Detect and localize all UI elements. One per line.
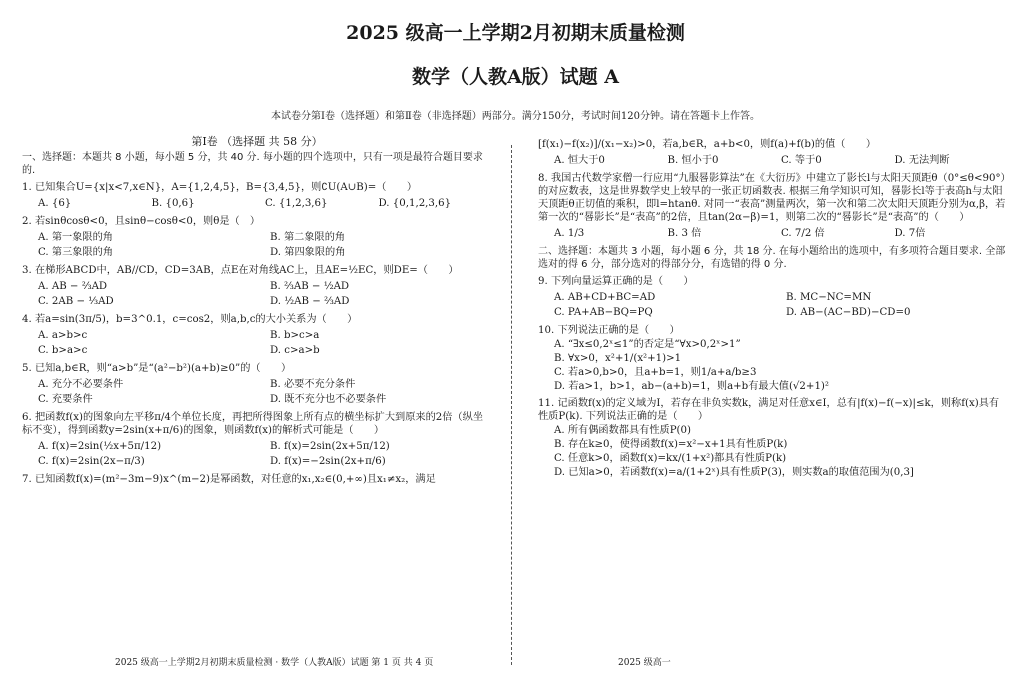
question-3 — [22, 264, 492, 309]
q3-option-d: D. ½AB − ⅔AD — [270, 296, 350, 307]
q8-option-c: C. 7/2 倍 — [781, 228, 825, 239]
q2-option-d: D. 第四象限的角 — [270, 247, 346, 258]
question-6-stem: 6. 把函数f(x)的图象向左平移π/4个单位长度，再把所得图象上所有点的横坐标扩大到原来的2倍（纵坐标不变），得到函数y=2sin(x+π/6)的图象，则函数f(x)的解析式可能是（ ） — [22, 412, 484, 436]
section-one-heading: 一、选择题：本题共 8 小题，每小题 5 分，共 40 分. 每小题的四个选项中，只有一项是最符合题目要求的. — [22, 152, 483, 176]
question-4 — [22, 313, 492, 358]
q7-option-d: D. 无法判断 — [894, 155, 950, 166]
q7-option-c: C. 等于0 — [781, 155, 822, 166]
q5-option-a: A. 充分不必要条件 — [38, 379, 124, 390]
question-7-stem: 7. 已知函数f(x)=(m²−3m−9)x^(m−2)是幂函数，对任意的x₁,x₂∈(0,+∞)且x₁≠x₂，满足 — [22, 474, 436, 485]
question-9-stem: 9. 下列向量运算正确的是（ ） — [538, 276, 694, 287]
exam-title: 2025 级高一上学期2月初期末质量检测 — [346, 22, 685, 44]
q11-option-a: A. 所有偶函数都具有性质P(0) — [554, 425, 691, 436]
question-7-continued-stem: [f(x₁)−f(x₂)]/(x₁−x₂)>0，若a,b∈R，a+b<0，则f(a)+f(b)的值（ ） — [538, 139, 877, 150]
q2-option-a: A. 第一象限的角 — [38, 232, 113, 243]
question-8-stem: 8. 我国古代数学家僧一行应用“九服晷影算法”在《大衍历》中建立了影长l与太阳天顶距θ（0°≤θ<90°）的对应数表，这是世界数学史上较早的一张正切函数表. 根据三角学知识可知，晷影长l等于表高h与太阳天顶距θ正切值的乘积，即l=htanθ. 对同一“表高”测量两次，第一次和第二次太阳天顶距分别为α,β，若第一次的“晷影长”是“表高”的2倍，且tan(2α−β)=1，则第二次的“晷影长”是“表高”的（ ） — [538, 173, 1006, 223]
exam-subtitle: 数学（人教A版）试题 A — [411, 66, 620, 88]
q10-option-a: A. “∃x≤0,2ˣ≤1”的否定是“∀x>0,2ˣ>1” — [554, 339, 741, 350]
question-6 — [22, 411, 492, 469]
q6-option-a: A. f(x)=2sin(½x+5π/12) — [38, 441, 162, 452]
q8-option-d: D. 7倍 — [894, 228, 926, 239]
q6-option-c: C. f(x)=2sin(2x−π/3) — [38, 456, 145, 467]
q4-option-d: D. c>a>b — [270, 345, 320, 356]
q8-option-a: A. 1/3 — [554, 228, 585, 239]
q10-option-c: C. 若a>0,b>0，且a+b=1，则1/a+a/b≥3 — [554, 367, 757, 378]
question-11-stem: 11. 记函数f(x)的定义域为I，若存在非负实数k，满足对任意x∈I，总有|f(x)−f(−x)|≤k，则称f(x)具有性质P(k). 下列说法正确的是（ ） — [538, 398, 1000, 422]
q3-option-b: B. ⅔AB − ½AD — [270, 281, 350, 292]
q5-option-b: B. 必要不充分条件 — [270, 379, 356, 390]
question-2 — [22, 215, 492, 260]
footer-left: 2025 级高一上学期2月初期末质量检测 · 数学（人教A版）试题 第 1 页 共 4 页 — [115, 658, 434, 668]
exam-notice: 本试卷分第Ⅰ卷（选择题）和第Ⅱ卷（非选择题）两部分。满分150分，考试时间120分钟。请在答题卡上作答。 — [271, 111, 760, 122]
q10-option-d: D. 若a>1，b>1，ab−(a+b)=1，则a+b有最大值(√2+1)² — [554, 381, 829, 392]
section-two-heading: 二、选择题：本题共 3 小题，每小题 6 分，共 18 分. 在每小题给出的选项中，有多项符合题目要求. 全部选对的得 6 分，部分选对的得部分分，有选错的得 0 分. — [538, 246, 1006, 270]
question-7 — [22, 473, 492, 486]
q11-option-b: B. 存在k≥0，使得函数f(x)=x²−x+1具有性质P(k) — [554, 439, 788, 450]
question-2-stem: 2. 若sinθcosθ<0，且sinθ−cosθ<0，则θ是（ ） — [22, 216, 261, 227]
q11-option-c: C. 任意k>0，函数f(x)=kx/(1+x²)都具有性质P(k) — [554, 453, 787, 464]
question-7-continued — [538, 138, 1008, 168]
q3-option-a: A. AB − ⅔AD — [38, 281, 108, 292]
q1-option-c: C. {1,2,3,6} — [265, 198, 328, 209]
q2-option-b: B. 第二象限的角 — [270, 232, 346, 243]
question-1-stem: 1. 已知集合U={x|x<7,x∈N}，A={1,2,4,5}，B={3,4,5}，则∁U(A∪B)=（ ） — [22, 182, 418, 193]
q1-option-b: B. {0,6} — [151, 198, 195, 209]
right-column — [538, 138, 1008, 480]
q9-option-d: D. AB−(AC−BD)−CD=0 — [786, 307, 911, 318]
footer-right: 2025 级高一 — [618, 658, 671, 668]
q4-option-c: C. b>a>c — [38, 345, 88, 356]
q6-option-b: B. f(x)=2sin(2x+5π/12) — [270, 441, 390, 452]
q6-option-d: D. f(x)=−2sin(2x+π/6) — [270, 456, 386, 467]
column-divider — [511, 145, 512, 665]
q9-option-a: A. AB+CD+BC=AD — [554, 292, 656, 303]
question-10-stem: 10. 下列说法正确的是（ ） — [538, 325, 680, 336]
left-column — [22, 135, 492, 486]
question-9 — [538, 275, 1008, 320]
question-5 — [22, 362, 492, 407]
question-1 — [22, 181, 492, 211]
question-4-stem: 4. 若a=sin(3π/5)，b=3^0.1，c=cos2，则a,b,c的大小关系为（ ） — [22, 314, 358, 325]
q3-option-c: C. 2AB − ⅓AD — [38, 296, 114, 307]
q1-option-a: A. {6} — [38, 198, 72, 209]
q1-option-d: D. {0,1,2,3,6} — [378, 198, 452, 209]
q7-option-a: A. 恒大于0 — [554, 155, 605, 166]
part-title: 第Ⅰ卷 （选择题 共 58 分） — [191, 135, 323, 148]
question-11 — [538, 397, 1008, 479]
q8-option-b: B. 3 倍 — [667, 228, 702, 239]
question-10 — [538, 324, 1008, 393]
q5-option-c: C. 充要条件 — [38, 394, 93, 405]
q10-option-b: B. ∀x>0，x²+1/(x²+1)>1 — [554, 353, 682, 364]
q9-option-b: B. MC−NC=MN — [786, 292, 872, 303]
q4-option-a: A. a>b>c — [38, 330, 88, 341]
q9-option-c: C. PA+AB−BQ=PQ — [554, 307, 653, 318]
question-5-stem: 5. 已知a,b∈R，则“a>b”是“(a²−b²)(a+b)≥0”的（ ） — [22, 363, 292, 374]
q4-option-b: B. b>c>a — [270, 330, 320, 341]
q2-option-c: C. 第三象限的角 — [38, 247, 114, 258]
q5-option-d: D. 既不充分也不必要条件 — [270, 394, 387, 405]
question-8 — [538, 172, 1008, 241]
question-3-stem: 3. 在梯形ABCD中，AB//CD，CD=3AB，点E在对角线AC上，且AE=½EC，则DE=（ ） — [22, 265, 459, 276]
q7-option-b: B. 恒小于0 — [667, 155, 719, 166]
q11-option-d: D. 已知a>0，若函数f(x)=a/(1+2ˣ)具有性质P(3)，则实数a的取值范围为(0,3] — [554, 467, 914, 478]
